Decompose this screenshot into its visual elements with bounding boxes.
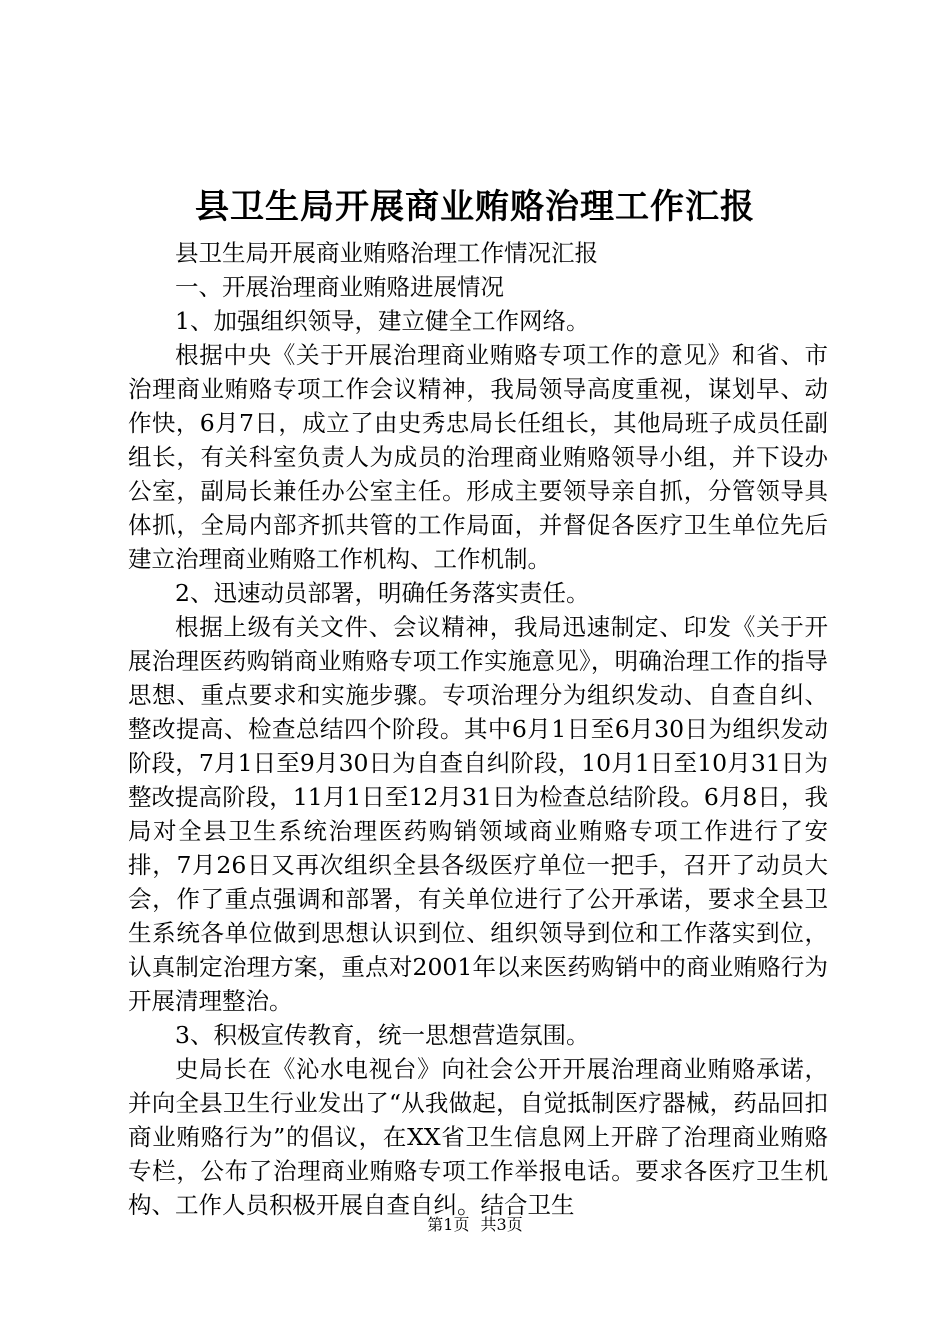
subsection-heading: 1、加强组织领导，建立健全工作网络。 [175,307,590,335]
subsection-heading: 2、迅速动员部署，明确任务落实责任。 [175,579,590,607]
document-body [128,236,828,1222]
page-number: 第1页 [427,1215,470,1234]
subsection-heading: 3、积极宣传教育，统一思想营造氛围。 [175,1021,590,1049]
page-total: 共3页 [480,1215,523,1234]
paragraph: 县卫生局开展商业贿赂治理工作情况汇报 [175,239,598,267]
paragraph: 根据上级有关文件、会议精神，我局迅速制定、印发《关于开展治理医药购销商业贿赂专项工作实施意见》，明确治理工作的指导思想、重点要求和实施步骤。专项治理分为组织发动、自查自纠、整改提高、检查总结四个阶段。其中6月1日至6月30日为组织发动阶段，7月1日至9月30日为自查自纠阶段，10月1日至10月31日为整改提高阶段，11月1日至12月31日为检查总结阶段。6月8日，我局对全县卫生系统治理医药购销领域商业贿赂专项工作进行了安排，7月26日又再次组织全县各级医疗单位一把手，召开了动员大会，作了重点强调和部署，有关单位进行了公开承诺，要求全县卫生系统各单位做到思想认识到位、组织领导到位和工作落实到位，认真制定治理方案，重点对2001年以来医药购销中的商业贿赂行为开展清理整治。 [128,613,828,1015]
paragraph: 根据中央《关于开展治理商业贿赂专项工作的意见》和省、市治理商业贿赂专项工作会议精神，我局领导高度重视，谋划早、动作快，6月7日，成立了由史秀忠局长任组长，其他局班子成员任副组长，有关科室负责人为成员的治理商业贿赂领导小组，并下设办公室，副局长兼任办公室主任。形成主要领导亲自抓，分管领导具体抓，全局内部齐抓共管的工作局面，并督促各医疗卫生单位先后建立治理商业贿赂工作机构、工作机制。 [128,341,828,573]
page-footer [0,1213,950,1237]
paragraph: 史局长在《沁水电视台》向社会公开开展治理商业贿赂承诺，并向全县卫生行业发出了“从我做起，自觉抵制医疗器械，药品回扣商业贿赂行为”的倡议，在XX省卫生信息网上开辟了治理商业贿赂专栏，公布了治理商业贿赂专项工作举报电话。要求各医疗卫生机构、工作人员积极开展自查自纠。结合卫生 [128,1055,828,1219]
document-title: 县卫生局开展商业贿赂治理工作汇报 [195,187,755,227]
section-heading: 一、开展治理商业贿赂进展情况 [175,273,504,301]
